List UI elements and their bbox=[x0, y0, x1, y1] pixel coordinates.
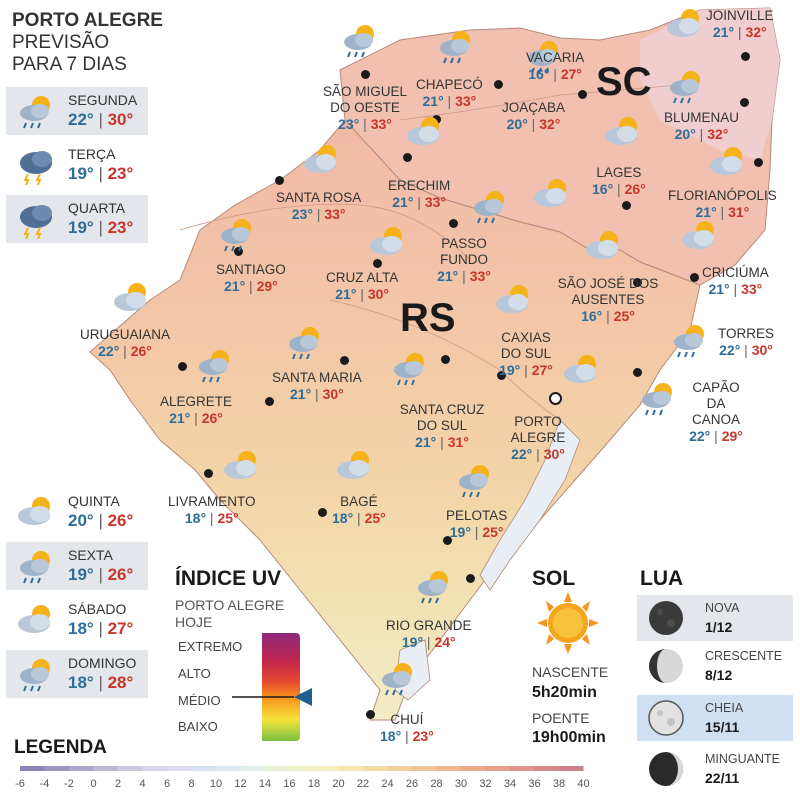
sun-cloud-icon bbox=[110, 278, 154, 318]
sun-cloud-rain-icon bbox=[664, 66, 708, 106]
min-temp: 21° bbox=[712, 24, 735, 40]
min-temp: 21° bbox=[290, 386, 312, 402]
max-temp: 33° bbox=[424, 194, 447, 210]
city-name: ALEGRETE bbox=[160, 394, 233, 409]
day-name: SEXTA bbox=[68, 547, 113, 563]
legend-swatch bbox=[510, 766, 535, 771]
city-label-passo-fundo: PASSO FUNDO 21° | 33° bbox=[428, 236, 500, 285]
sun-cloud-rain-icon bbox=[215, 214, 259, 254]
max-temp: 26° bbox=[201, 410, 223, 426]
legend-tick-label: 20 bbox=[332, 778, 345, 790]
legend-swatch bbox=[486, 766, 511, 771]
max-temp: 33° bbox=[741, 281, 763, 297]
city-name: LAGES bbox=[596, 165, 642, 180]
max-temp: 27° bbox=[560, 66, 583, 82]
legend-title: LEGENDA bbox=[14, 737, 107, 758]
city-label-caxias-do-sul: CAXIAS DO SUL 19° | 27° bbox=[494, 330, 558, 379]
max-temp: 27° bbox=[531, 362, 553, 378]
legend-tick-label: 16 bbox=[283, 778, 296, 790]
moon-phase-new bbox=[637, 595, 793, 641]
max-temp: 30° bbox=[367, 286, 390, 302]
min-temp: 22° bbox=[68, 110, 94, 129]
new-moon-icon bbox=[647, 599, 685, 637]
city-label-pelotas: PELOTAS 19° | 25° bbox=[446, 508, 508, 540]
uv-level-label: MÉDIO bbox=[178, 693, 221, 708]
uv-location: PORTO ALEGRE bbox=[175, 597, 285, 613]
legend-tick-label: 0 bbox=[90, 778, 97, 790]
max-temp: 23° bbox=[107, 164, 134, 183]
max-temp: 31° bbox=[447, 434, 469, 450]
city-label-florianopolis: FLORIANÓPOLIS 21° | 31° bbox=[668, 188, 777, 220]
legend-swatch bbox=[216, 766, 241, 771]
moon-phase-crescent bbox=[637, 643, 793, 689]
max-temp: 26° bbox=[107, 511, 134, 530]
min-temp: 20° bbox=[506, 116, 528, 132]
max-temp: 25° bbox=[482, 524, 504, 540]
city-name: RIO GRANDE bbox=[386, 618, 472, 633]
legend-tick-label: 10 bbox=[209, 778, 223, 790]
city-label-vacaria-sc: VACARIA 16° | 27° bbox=[526, 50, 585, 82]
legend-tick-label: 18 bbox=[307, 778, 321, 790]
uv-level-label: ALTO bbox=[178, 666, 211, 681]
sun-cloud-rain-icon bbox=[668, 320, 712, 360]
max-temp: 30° bbox=[107, 110, 134, 129]
sunrise-label: NASCENTE bbox=[532, 664, 609, 680]
max-temp: 32° bbox=[707, 126, 729, 142]
sun-cloud-icon bbox=[601, 112, 645, 152]
city-dot bbox=[361, 70, 370, 79]
min-temp: 19° bbox=[499, 362, 521, 378]
min-temp: 21° bbox=[415, 434, 437, 450]
min-temp: 18° bbox=[332, 510, 354, 526]
moon-phase-date: 8/12 bbox=[705, 667, 733, 683]
moon-phase-waning bbox=[637, 746, 793, 792]
city-dot bbox=[690, 273, 699, 282]
legend-swatch bbox=[143, 766, 168, 771]
city-name: PORTO ALEGRE bbox=[510, 414, 566, 445]
title-line3: PARA 7 DIAS bbox=[12, 54, 127, 75]
sun-title: SOL bbox=[532, 567, 576, 590]
sun-cloud-icon bbox=[220, 446, 264, 486]
max-temp: 33° bbox=[370, 116, 392, 132]
sun-icon bbox=[532, 592, 604, 654]
city-label-sao-jose-dos-ausentes: SÃO JOSÉ DOS AUSENTES 16° | 25° bbox=[550, 276, 666, 325]
city-dot bbox=[178, 362, 187, 371]
max-temp: 27° bbox=[107, 619, 134, 638]
uv-level-label: BAIXO bbox=[178, 719, 218, 734]
max-temp: 26° bbox=[624, 181, 646, 197]
max-temp: 25° bbox=[364, 510, 386, 526]
city-label-porto-alegre: PORTO ALEGRE 22° | 30° bbox=[506, 414, 570, 463]
city-name: SÃO MIGUEL DO OESTE bbox=[322, 84, 408, 115]
max-temp: 33° bbox=[455, 93, 477, 109]
city-dot bbox=[366, 710, 375, 719]
legend-swatch bbox=[20, 766, 45, 771]
sun-cloud-rain-icon bbox=[193, 345, 237, 385]
forecast-day: QUARTA 19° | 23° bbox=[6, 195, 148, 243]
max-temp: 25° bbox=[613, 308, 635, 324]
forecast-day: DOMINGO 18° | 28° bbox=[6, 650, 148, 698]
legend-tick-label: 24 bbox=[381, 778, 394, 790]
day-name: SÁBADO bbox=[68, 601, 127, 617]
legend-swatch bbox=[167, 766, 192, 771]
min-temp: 20° bbox=[674, 126, 696, 142]
uv-title: ÍNDICE UV bbox=[175, 567, 282, 590]
legend-tick-label: 26 bbox=[405, 778, 419, 790]
sun-cloud-rain-icon bbox=[412, 566, 456, 606]
sun-cloud-icon bbox=[560, 350, 604, 390]
sun-cloud-rain-icon bbox=[376, 658, 420, 698]
legend-swatch bbox=[94, 766, 119, 771]
min-temp: 22° bbox=[719, 342, 741, 358]
city-label-torres: TORRES 22° | 30° bbox=[718, 326, 775, 358]
legend-tick-label: 22 bbox=[356, 778, 370, 790]
city-name: JOAÇABA bbox=[502, 100, 566, 115]
day-name: TERÇA bbox=[68, 146, 116, 162]
max-temp: 30° bbox=[751, 342, 773, 358]
min-temp: 18° bbox=[380, 728, 402, 744]
sunrise-time: 5h20min bbox=[532, 684, 597, 701]
max-temp: 23° bbox=[107, 218, 134, 237]
city-dot bbox=[340, 356, 349, 365]
sun-cloud-icon bbox=[300, 140, 344, 180]
title-city: PORTO ALEGRE bbox=[12, 10, 163, 31]
day-name: QUARTA bbox=[68, 200, 126, 216]
sun-cloud-rain-icon bbox=[338, 20, 382, 60]
city-dot bbox=[494, 80, 503, 89]
legend-swatch bbox=[559, 766, 584, 771]
city-label-bage: BAGÉ 18° | 25° bbox=[332, 494, 386, 526]
city-label-santa-rosa: SANTA ROSA 23° | 33° bbox=[276, 190, 362, 222]
min-temp: 19° bbox=[68, 565, 94, 584]
max-temp: 24° bbox=[434, 634, 456, 650]
legend-tick-label: 12 bbox=[234, 778, 247, 790]
max-temp: 23° bbox=[412, 728, 434, 744]
legend-swatch bbox=[290, 766, 315, 771]
city-dot bbox=[754, 158, 763, 167]
max-temp: 30° bbox=[543, 446, 565, 462]
max-temp: 26° bbox=[130, 343, 152, 359]
city-label-alegrete: ALEGRETE 21° | 26° bbox=[160, 394, 233, 426]
city-label-rio-grande: RIO GRANDE 19° | 24° bbox=[386, 618, 472, 650]
city-label-joinville: JOINVILLE 21° | 32° bbox=[706, 8, 774, 40]
city-name: PELOTAS bbox=[446, 508, 508, 523]
city-name: JOINVILLE bbox=[706, 8, 774, 23]
min-temp: 16° bbox=[528, 66, 550, 82]
sunset-label: POENTE bbox=[532, 710, 590, 726]
min-temp: 18° bbox=[68, 673, 94, 692]
city-dot bbox=[622, 201, 631, 210]
city-dot bbox=[403, 153, 412, 162]
city-name: BAGÉ bbox=[340, 494, 378, 509]
min-temp: 19° bbox=[401, 634, 424, 650]
moon-phase-date: 1/12 bbox=[705, 619, 733, 635]
legend-tick-label: 8 bbox=[188, 778, 195, 790]
max-temp: 29° bbox=[721, 428, 743, 444]
min-temp: 21° bbox=[422, 93, 444, 109]
max-temp: 28° bbox=[107, 673, 134, 692]
city-label-chui: CHUÍ 18° | 23° bbox=[380, 712, 434, 744]
sun-cloud-rain-icon bbox=[283, 322, 327, 362]
min-temp: 21° bbox=[437, 268, 459, 284]
min-temp: 16° bbox=[592, 181, 614, 197]
max-temp: 32° bbox=[539, 116, 561, 132]
city-label-criciuma: CRICIÚMA 21° | 33° bbox=[702, 265, 769, 297]
city-label-santa-maria: SANTA MARIA 21° | 30° bbox=[272, 370, 362, 402]
min-temp: 21° bbox=[224, 278, 246, 294]
uv-subtitle bbox=[175, 597, 284, 631]
city-dot bbox=[466, 574, 475, 583]
uv-indicator-icon bbox=[232, 686, 314, 708]
min-temp: 21° bbox=[695, 204, 717, 220]
sun-cloud-icon bbox=[14, 492, 58, 532]
page-title bbox=[12, 10, 163, 76]
city-name: SANTIAGO bbox=[216, 262, 286, 277]
city-dot bbox=[740, 98, 749, 107]
moon-phase-date: 15/11 bbox=[705, 719, 740, 735]
legend-tick-label: 32 bbox=[479, 778, 492, 790]
day-name: QUINTA bbox=[68, 493, 120, 509]
city-label-joacaba: JOAÇABA 20° | 32° bbox=[502, 100, 566, 132]
waning-moon-icon bbox=[647, 750, 685, 788]
city-name: BLUMENAU bbox=[664, 110, 740, 125]
storm-cloud-icon bbox=[14, 145, 58, 185]
sun-cloud-rain-icon bbox=[453, 460, 497, 500]
sun-cloud-icon bbox=[14, 600, 58, 640]
city-label-erechim: ERECHIM 21° | 33° bbox=[388, 178, 451, 210]
legend-tick-label: 38 bbox=[552, 778, 566, 790]
city-label-sao-miguel-do-oeste: SÃO MIGUEL DO OESTE 23° | 33° bbox=[316, 84, 414, 133]
legend-tick-label: 40 bbox=[577, 778, 590, 790]
legend-swatch bbox=[412, 766, 437, 771]
max-temp: 26° bbox=[107, 565, 134, 584]
city-name: SÃO JOSÉ DOS AUSENTES bbox=[557, 276, 659, 307]
legend-swatch bbox=[69, 766, 94, 771]
legend-swatch bbox=[437, 766, 462, 771]
legend-tick-label: -4 bbox=[39, 778, 50, 790]
city-name: ERECHIM bbox=[388, 178, 451, 193]
city-name: URUGUAIANA bbox=[80, 327, 171, 342]
min-temp: 22° bbox=[98, 343, 120, 359]
city-label-lages: LAGES 16° | 26° bbox=[592, 165, 646, 197]
sun-cloud-icon bbox=[663, 4, 707, 44]
forecast-day: SEXTA 19° | 26° bbox=[6, 542, 148, 590]
city-label-blumenau: BLUMENAU 20° | 32° bbox=[664, 110, 740, 142]
min-temp: 16° bbox=[581, 308, 603, 324]
min-temp: 21° bbox=[335, 286, 357, 302]
legend-swatch bbox=[535, 766, 560, 771]
legend-swatch bbox=[265, 766, 290, 771]
city-label-santa-cruz-do-sul: SANTA CRUZ DO SUL 21° | 31° bbox=[394, 402, 490, 451]
city-dot bbox=[204, 469, 213, 478]
max-temp: 29° bbox=[256, 278, 278, 294]
city-label-cruz-alta: CRUZ ALTA 21° | 30° bbox=[326, 270, 399, 302]
city-label-uruguaiana: URUGUAIANA 22° | 26° bbox=[80, 327, 171, 359]
min-temp: 19° bbox=[68, 164, 94, 183]
min-temp: 23° bbox=[338, 116, 360, 132]
city-name: CRICIÚMA bbox=[702, 265, 769, 280]
city-name: TORRES bbox=[718, 326, 775, 341]
city-name: VACARIA bbox=[526, 50, 585, 65]
forecast-day: QUINTA 20° | 26° bbox=[6, 488, 148, 536]
moon-phase-name: CRESCENTE bbox=[705, 649, 783, 663]
legend-tick-label: 4 bbox=[139, 778, 146, 790]
max-temp: 33° bbox=[469, 268, 491, 284]
legend-swatch bbox=[192, 766, 217, 771]
max-temp: 30° bbox=[322, 386, 344, 402]
legend-swatch bbox=[339, 766, 364, 771]
city-label-chapeco: CHAPECÓ 21° | 33° bbox=[416, 77, 483, 109]
legend-swatch bbox=[363, 766, 388, 771]
min-temp: 21° bbox=[708, 281, 730, 297]
city-dot bbox=[449, 219, 458, 228]
moon-phase-full bbox=[637, 695, 793, 741]
legend-tick-label: 34 bbox=[503, 778, 517, 790]
sun-cloud-rain-icon bbox=[434, 26, 478, 66]
max-temp: 25° bbox=[217, 510, 239, 526]
moon-phase-name: NOVA bbox=[705, 601, 740, 615]
city-dot-capital bbox=[549, 392, 562, 405]
legend-swatch bbox=[45, 766, 70, 771]
sun-cloud-rain-icon bbox=[636, 378, 680, 418]
city-name: FLORIANÓPOLIS bbox=[668, 188, 777, 203]
state-label-rs: RS bbox=[400, 296, 456, 340]
sun-cloud-icon bbox=[366, 222, 410, 262]
legend-swatch bbox=[118, 766, 143, 771]
min-temp: 19° bbox=[68, 218, 94, 237]
legend-swatch bbox=[388, 766, 413, 771]
city-name: CHUÍ bbox=[390, 712, 424, 727]
city-label-santiago: SANTIAGO 21° | 29° bbox=[216, 262, 286, 294]
legend-tick-label: 36 bbox=[528, 778, 541, 790]
city-dot bbox=[578, 90, 587, 99]
moon-phase-date: 22/11 bbox=[705, 770, 740, 786]
sun-cloud-rain-icon bbox=[388, 348, 432, 388]
sunset-time: 19h00min bbox=[532, 729, 606, 746]
sun-cloud-rain-icon bbox=[14, 654, 58, 694]
city-name: SANTA CRUZ DO SUL bbox=[399, 402, 485, 433]
sun-cloud-icon bbox=[530, 174, 574, 214]
city-name: CRUZ ALTA bbox=[326, 270, 399, 285]
moon-phase-name: MINGUANTE bbox=[705, 752, 780, 766]
city-name: CAXIAS DO SUL bbox=[500, 330, 552, 361]
min-temp: 18° bbox=[68, 619, 94, 638]
city-dot bbox=[441, 355, 450, 364]
min-temp: 23° bbox=[291, 206, 313, 222]
day-name: DOMINGO bbox=[68, 655, 137, 671]
sun-cloud-rain-icon bbox=[14, 546, 58, 586]
min-temp: 22° bbox=[511, 446, 533, 462]
storm-cloud-icon bbox=[14, 199, 58, 239]
legend-tick-label: -2 bbox=[64, 778, 74, 790]
city-dot bbox=[741, 52, 750, 61]
city-name: SANTA MARIA bbox=[272, 370, 362, 385]
min-temp: 19° bbox=[449, 524, 471, 540]
sun-cloud-icon bbox=[582, 226, 626, 266]
city-dot bbox=[318, 508, 327, 517]
crescent-moon-icon bbox=[647, 647, 685, 685]
city-label-livramento: LIVRAMENTO 18° | 25° bbox=[168, 494, 256, 526]
sun-cloud-icon bbox=[333, 446, 377, 486]
forecast-day: SEGUNDA 22° | 30° bbox=[6, 87, 148, 135]
max-temp: 31° bbox=[728, 204, 750, 220]
full-moon-icon bbox=[647, 699, 685, 737]
state-label-sc: SC bbox=[596, 60, 652, 104]
max-temp: 33° bbox=[324, 206, 346, 222]
city-name: SANTA ROSA bbox=[276, 190, 362, 205]
legend-tick-label: 14 bbox=[258, 778, 272, 790]
legend-swatch bbox=[461, 766, 486, 771]
legend-tick-label: 30 bbox=[454, 778, 468, 790]
city-dot bbox=[275, 176, 284, 185]
sun-cloud-icon bbox=[492, 280, 536, 320]
min-temp: 20° bbox=[68, 511, 94, 530]
sun-cloud-icon bbox=[706, 142, 750, 182]
sun-cloud-icon bbox=[678, 216, 722, 256]
legend-swatch bbox=[314, 766, 339, 771]
city-name: PASSO FUNDO bbox=[440, 236, 488, 267]
legend-tick-label: 2 bbox=[114, 778, 122, 790]
sun-cloud-rain-icon bbox=[468, 186, 512, 226]
uv-day: HOJE bbox=[175, 614, 213, 630]
uv-level-label: EXTREMO bbox=[178, 639, 243, 654]
title-line2: PREVISÃO bbox=[12, 32, 110, 53]
min-temp: 21° bbox=[392, 194, 414, 210]
city-label-capao-da-canoa: CAPÃO DA CANOA 22° | 29° bbox=[684, 380, 748, 445]
max-temp: 32° bbox=[745, 24, 767, 40]
city-name: LIVRAMENTO bbox=[168, 494, 256, 509]
moon-title: LUA bbox=[640, 567, 684, 590]
legend-tick-label: 6 bbox=[163, 778, 171, 790]
min-temp: 21° bbox=[169, 410, 191, 426]
city-dot bbox=[633, 368, 642, 377]
forecast-day: TERÇA 19° | 23° bbox=[6, 141, 148, 189]
city-name: CAPÃO DA CANOA bbox=[691, 380, 740, 427]
min-temp: 18° bbox=[184, 510, 207, 526]
min-temp: 22° bbox=[689, 428, 711, 444]
legend-tick-label: 28 bbox=[430, 778, 443, 790]
city-name: CHAPECÓ bbox=[416, 77, 483, 92]
moon-phase-name: CHEIA bbox=[705, 701, 744, 715]
forecast-day: SÁBADO 18° | 27° bbox=[6, 596, 148, 644]
legend-swatch bbox=[241, 766, 266, 771]
day-name: SEGUNDA bbox=[68, 92, 138, 108]
sun-cloud-rain-icon bbox=[14, 91, 58, 131]
legend-tick-label: -6 bbox=[15, 778, 25, 790]
